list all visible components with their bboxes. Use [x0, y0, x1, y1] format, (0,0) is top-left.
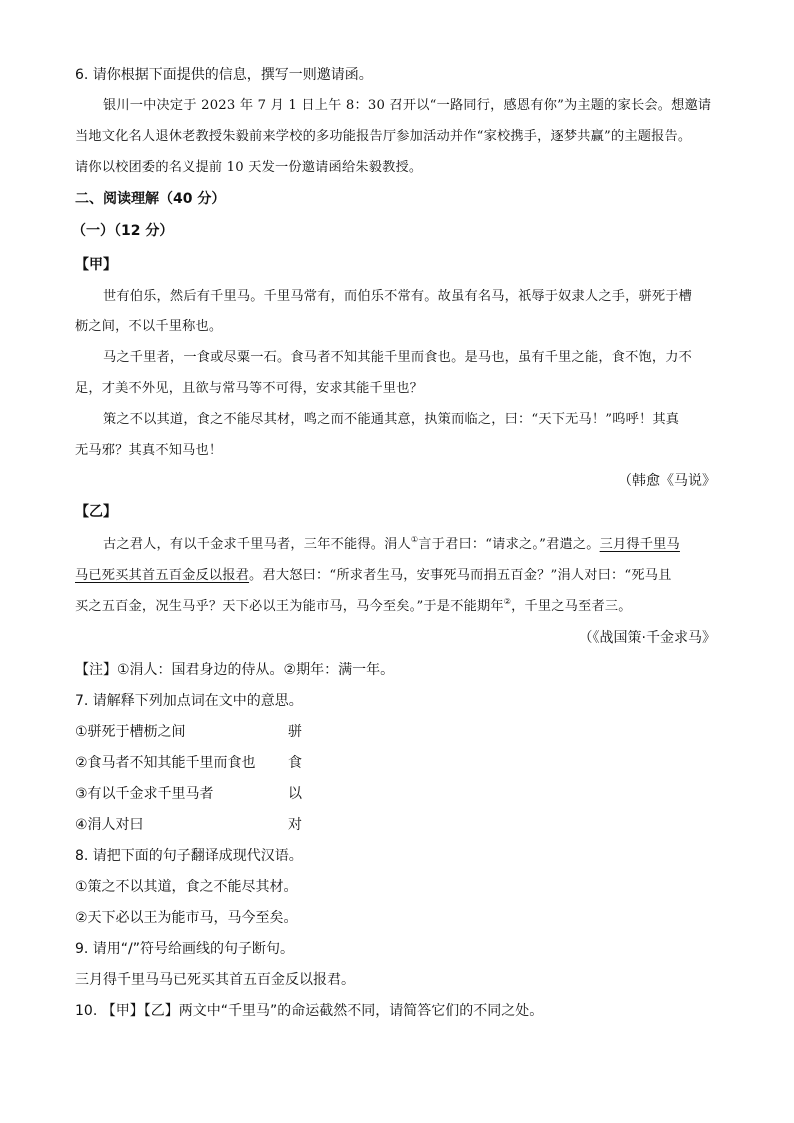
q7-item-2-phrase: ②食马者不知其能千里而食也 [75, 755, 256, 771]
q7-item-1-word: 骈 [288, 724, 302, 740]
jia-p3-line-1: 策之不以其道，食之不能尽其材，鸣之而不能通其意，执策而临之，曰：“天下无马！”呜呼！其真 [103, 412, 680, 427]
yi-line-3-text-a: 买之五百金，况生马乎？天下必以王为能市马，马今至矣。”于是不能期年 [75, 599, 504, 614]
q6-info-line-2: 当地文化名人退休老教授朱毅前来学校的多功能报告厅参加活动并作“家校携手，逐梦共赢”的主题报告。 [75, 129, 692, 144]
q9-sentence: 三月得千里马马已死买其首五百金反以报君。 [75, 972, 355, 988]
yi-line-3 [75, 598, 725, 616]
yi-line-1 [103, 536, 723, 554]
yi-line-2-text: 。君大怒曰：“所求者生马，安事死马而捐五百金？”涓人对曰：“死马且 [249, 568, 672, 583]
jia-p3-line-2: 无马邪？其真不知马也！ [75, 443, 223, 458]
q8-sentence-2: ②天下必以王为能市马，马今至矣。 [75, 910, 298, 926]
note-marker-1: ① [410, 535, 419, 544]
q7-item-2-word: 食 [288, 755, 302, 771]
q7-item-4-phrase: ④涓人对曰 [75, 817, 144, 833]
jia-p1-line-2: 枥之间，不以千里称也。 [75, 319, 223, 334]
q7-item-3-word: 以 [288, 786, 302, 802]
section-title: 二、阅读理解（40 分） [75, 191, 226, 207]
jia-p1-line-1: 世有伯乐，然后有千里马。千里马常有，而伯乐不常有。故虽有名马，祇辱于奴隶人之手，骈死于槽 [103, 289, 693, 304]
q9-stem: 9. 请用“/”符号给画线的句子断句。 [75, 941, 295, 957]
q8-sentence-1: ①策之不以其道，食之不能尽其材。 [75, 879, 298, 895]
underlined-sentence-part-1: 三月得千里马 [599, 537, 680, 552]
passage-jia-label: 【甲】 [75, 257, 117, 273]
yi-line-1-text-a: 古之君人，有以千金求千里马者，三年不能得。涓人 [103, 537, 411, 552]
annotation-note: 【注】①涓人：国君身边的侍从。②期年：满一年。 [75, 662, 395, 678]
underlined-sentence-part-2: 马已死买其首五百金反以报君 [75, 568, 250, 583]
q7-item-3-phrase: ③有以千金求千里马者 [75, 786, 214, 802]
section-subtitle: （一）（12 分） [72, 223, 174, 239]
passage-yi-label: 【乙】 [75, 504, 117, 520]
yi-line-2 [75, 567, 725, 585]
q6-info-line-1: 银川一中决定于 2023 年 7 月 1 日上午 8：30 召开以“一路同行，感恩有你”为主题的家长会。想邀请 [103, 98, 712, 113]
jia-p2-line-1: 马之千里者，一食或尽粟一石。食马者不知其能千里而食也。是马也，虽有千里之能，食不饱，力不 [103, 350, 693, 365]
yi-line-1-text-b: 言于君曰：“请求之。”君遣之。 [418, 537, 600, 552]
jia-source: （韩愈《马说》 [618, 473, 716, 489]
yi-source: （《战国策·千金求马》 [578, 630, 716, 646]
note-marker-2: ② [503, 597, 512, 606]
q6-stem: 6. 请你根据下面提供的信息，撰写一则邀请函。 [75, 67, 373, 83]
q7-item-1-phrase: ①骈死于槽枥之间 [75, 724, 186, 740]
q8-stem: 8. 请把下面的句子翻译成现代汉语。 [75, 848, 303, 864]
q7-item-4-word: 对 [288, 817, 302, 833]
jia-p2-line-2: 足，才美不外见，且欲与常马等不可得，安求其能千里也？ [75, 381, 424, 396]
yi-line-3-text-b: ，千里之马至者三。 [511, 599, 632, 614]
q6-info-line-3: 请你以校团委的名义提前 10 天发一份邀请函给朱毅教授。 [75, 160, 423, 175]
q10-stem: 10. 【甲】【乙】两文中“千里马”的命运截然不同，请简答它们的不同之处。 [75, 1003, 544, 1019]
q7-stem: 7. 请解释下列加点词在文中的意思。 [75, 693, 303, 709]
